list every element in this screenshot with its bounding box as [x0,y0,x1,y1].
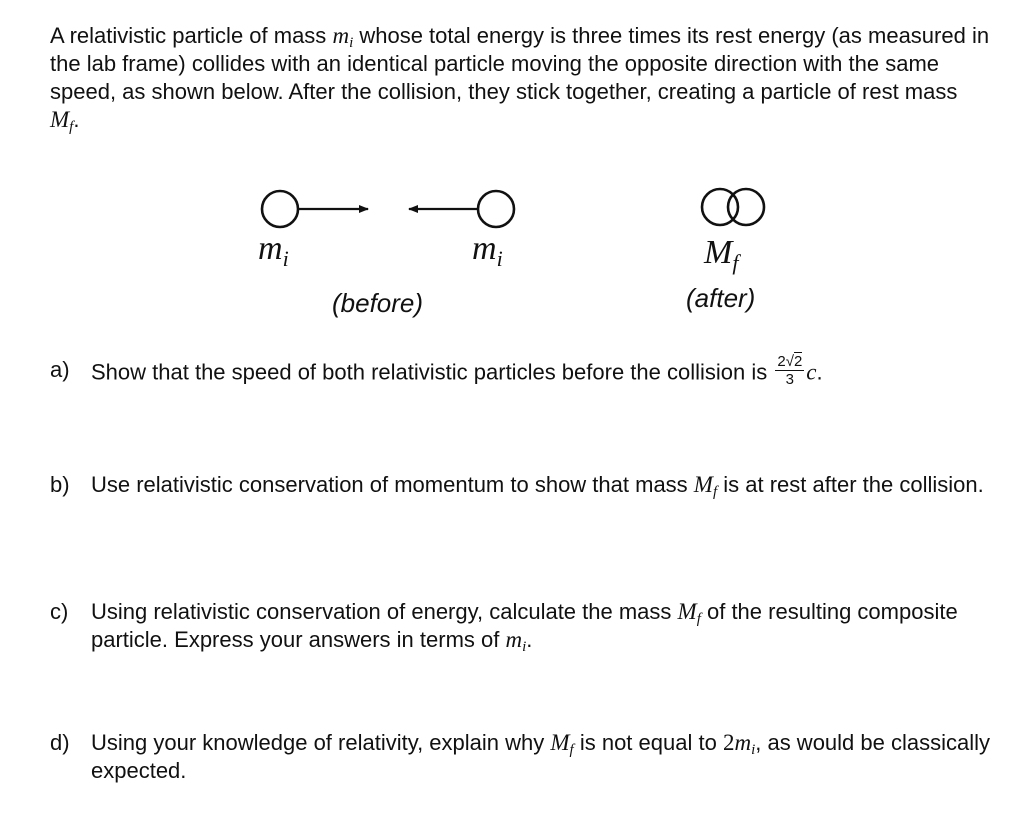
collision-diagram [0,0,1024,330]
merged-particle-right-circle [728,189,764,225]
intro-text-1: A relativistic particle of mass [50,23,333,48]
symbol-c: c [806,359,817,385]
speed-fraction: $\frac{2√2}{3}$ [777,353,803,388]
question-a-text: Show that the speed of both relativistic particles before the collision is $\frac{2√2}{3}$ c. [91,353,823,388]
symbol-m-i: $m_i$ [332,23,354,51]
symbol-M-f: $M_f$ [50,107,74,135]
symbol-M-f: $M_f$ [693,472,718,500]
label-m-i-left: $m_i$ [258,230,289,271]
symbol-M-f: $M_f$ [677,599,701,627]
question-label: b) [50,472,70,497]
question-a [50,353,1000,391]
symbol-2m-i: $2m_i$ [722,730,756,758]
question-c [50,598,1000,654]
after-label: (after) [686,283,756,313]
question-label: a) [50,357,70,382]
symbol-m-i: $m_i$ [505,627,527,655]
label-m-i-right: $m_i$ [472,230,503,271]
symbol-M-f: $M_f$ [550,730,574,758]
question-b [50,471,1000,499]
particle-left-circle [262,191,298,227]
question-b-text: Use relativistic conservation of momentum to show that mass $M_f$ is at rest after the collision. [91,472,984,500]
question-d [50,729,1000,785]
question-label: c) [50,599,69,624]
intro-text-3: . [73,107,80,132]
label-M-f: $M_f$ [704,234,739,275]
intro-text-2: whose total energy is three times its rest energy (as measured in the lab frame) collides with an identical particle moving the opposite direction with the same speed, as shown below. After the collision, they stick together, creating a particle of rest mass [50,23,990,104]
before-label: (before) [332,288,424,318]
particle-right-circle [478,191,514,227]
question-d-text: Using your knowledge of relativity, explain why $M_f$ is not equal to $2m_i$, as would be classically expected. [91,730,991,783]
question-c-text: Using relativistic conservation of energy, calculate the mass $M_f$ of the resulting composite particle. Express your answers in terms of $m_i$. [91,599,958,655]
question-label: d) [50,730,70,755]
